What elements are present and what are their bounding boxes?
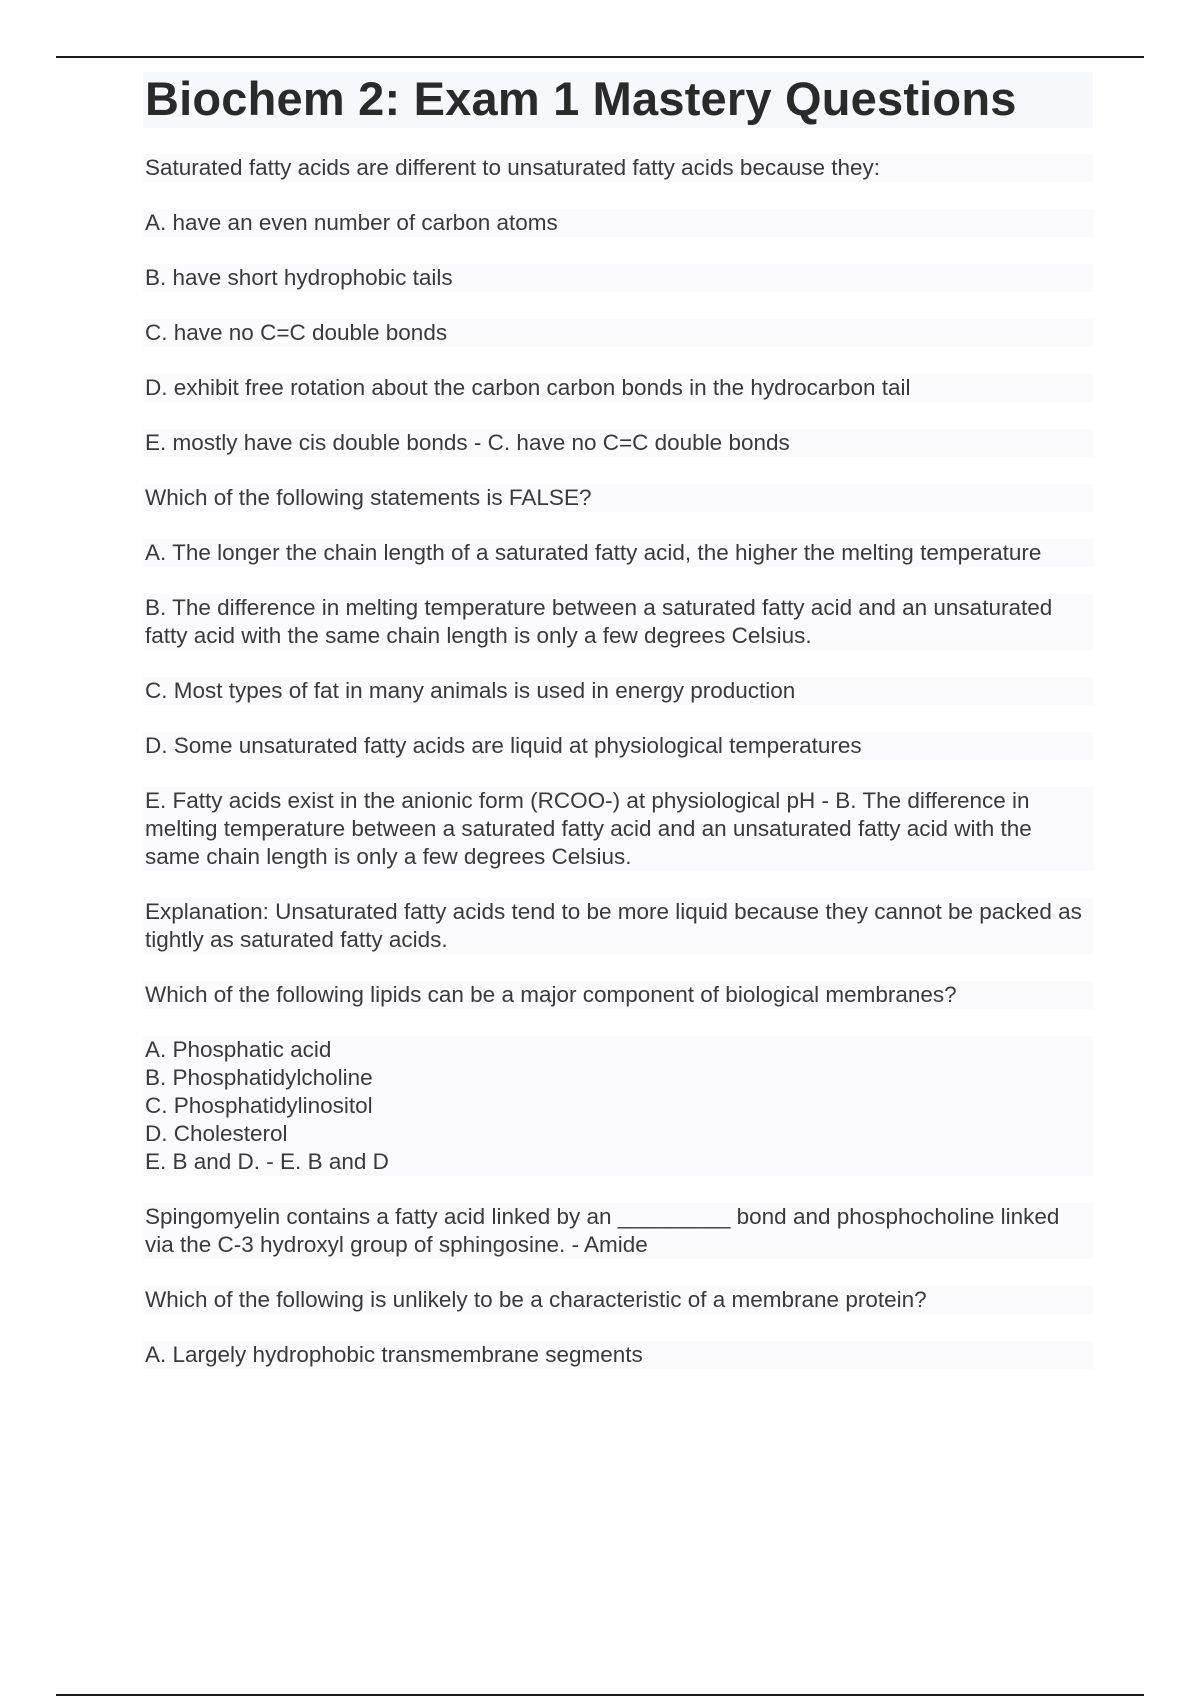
q3-options bbox=[143, 1036, 1093, 1176]
q2-option-c: C. Most types of fat in many animals is used in energy production bbox=[143, 677, 1093, 705]
page-title: Biochem 2: Exam 1 Mastery Questions bbox=[143, 72, 1093, 128]
q3-option-c: C. Phosphatidylinositol bbox=[145, 1093, 373, 1118]
question-3: Which of the following lipids can be a major component of biological membranes? bbox=[143, 981, 1093, 1009]
q1-option-e-answer: E. mostly have cis double bonds - C. have no C=C double bonds bbox=[143, 429, 1093, 457]
question-4: Spingomyelin contains a fatty acid linked by an _________ bond and phosphocholine linked via the C-3 hydroxyl group of sphingosine. - Amide bbox=[143, 1203, 1093, 1259]
document-body bbox=[143, 72, 1093, 1396]
top-rule bbox=[56, 56, 1144, 58]
question-5: Which of the following is unlikely to be a characteristic of a membrane protein? bbox=[143, 1286, 1093, 1314]
q3-option-e-answer: E. B and D. - E. B and D bbox=[145, 1149, 389, 1174]
q2-explanation: Explanation: Unsaturated fatty acids tend to be more liquid because they cannot be packed as tightly as saturated fatty acids. bbox=[143, 898, 1093, 954]
q2-option-d: D. Some unsaturated fatty acids are liquid at physiological temperatures bbox=[143, 732, 1093, 760]
q3-option-d: D. Cholesterol bbox=[145, 1121, 288, 1146]
q1-option-a: A. have an even number of carbon atoms bbox=[143, 209, 1093, 237]
question-2: Which of the following statements is FALSE? bbox=[143, 484, 1093, 512]
question-1: Saturated fatty acids are different to unsaturated fatty acids because they: bbox=[143, 154, 1093, 182]
bottom-rule bbox=[56, 1694, 1144, 1696]
q2-option-b: B. The difference in melting temperature between a saturated fatty acid and an unsaturated fatty acid with the same chain length is only a few degrees Celsius. bbox=[143, 594, 1093, 650]
q1-option-c: C. have no C=C double bonds bbox=[143, 319, 1093, 347]
q1-option-b: B. have short hydrophobic tails bbox=[143, 264, 1093, 292]
q2-option-a: A. The longer the chain length of a saturated fatty acid, the higher the melting temperature bbox=[143, 539, 1093, 567]
q1-option-d: D. exhibit free rotation about the carbon carbon bonds in the hydrocarbon tail bbox=[143, 374, 1093, 402]
q5-option-a: A. Largely hydrophobic transmembrane segments bbox=[143, 1341, 1093, 1369]
q3-option-b: B. Phosphatidylcholine bbox=[145, 1065, 373, 1090]
q3-option-a: A. Phosphatic acid bbox=[145, 1037, 332, 1062]
q2-option-e-answer: E. Fatty acids exist in the anionic form (RCOO-) at physiological pH - B. The difference in melting temperature between a saturated fatty acid and an unsaturated fatty acid with the same chain length is only a few degrees Celsius. bbox=[143, 787, 1093, 871]
